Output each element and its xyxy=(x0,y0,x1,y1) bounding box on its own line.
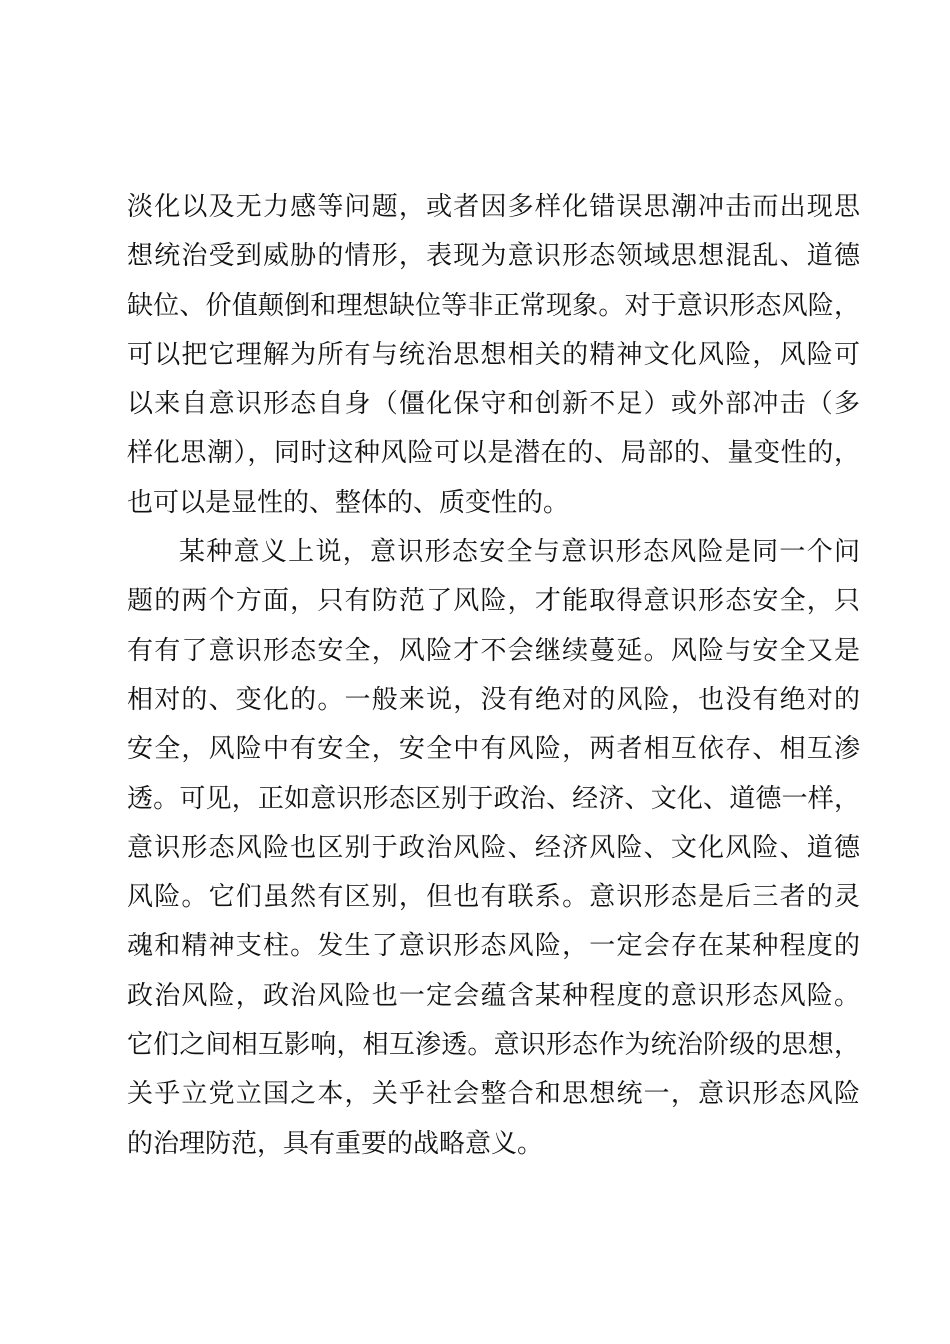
text-line: 淡化以及无力感等问题，或者因多样化错误思潮冲击而出现思 xyxy=(127,192,860,222)
text-line: 可以把它理解为所有与统治思想相关的精神文化风险，风险可 xyxy=(127,339,860,370)
text-line: 风险。它们虽然有区别，但也有联系。意识形态是后三者的灵 xyxy=(127,882,860,913)
text-line: 关乎立党立国之本，关乎社会整合和思想统一，意识形态风险 xyxy=(127,1079,860,1110)
text-line: 题的两个方面，只有防范了风险，才能取得意识形态安全，只 xyxy=(127,586,860,617)
text-line: 缺位、价值颠倒和理想缺位等非正常现象。对于意识形态风险， xyxy=(127,290,860,321)
paragraph-2 xyxy=(127,528,860,1169)
body-text xyxy=(127,183,860,1169)
text-line: 它们之间相互影响，相互渗透。意识形态作为统治阶级的思想， xyxy=(127,1030,860,1061)
text-line: 意识形态风险也区别于政治风险、经济风险、文化风险、道德 xyxy=(127,832,860,863)
text-line: 也可以是显性的、整体的、质变性的。 xyxy=(127,487,570,518)
text-line: 的治理防范，具有重要的战略意义。 xyxy=(127,1128,544,1159)
text-line: 想统治受到威胁的情形，表现为意识形态领域思想混乱、道德 xyxy=(127,241,860,272)
paragraph-1 xyxy=(127,183,860,528)
text-line: 魂和精神支柱。发生了意识形态风险，一定会存在某种程度的 xyxy=(127,931,860,962)
text-line: 以来自意识形态自身（僵化保守和创新不足）或外部冲击（多 xyxy=(127,389,860,420)
text-line: 政治风险，政治风险也一定会蕴含某种程度的意识形态风险。 xyxy=(127,980,860,1011)
text-line: 样化思潮），同时这种风险可以是潜在的、局部的、量变性的， xyxy=(127,438,860,469)
text-line: 安全，风险中有安全，安全中有风险，两者相互依存、相互渗 xyxy=(127,734,860,765)
text-line: 相对的、变化的。一般来说，没有绝对的风险，也没有绝对的 xyxy=(127,684,860,715)
text-line: 透。可见，正如意识形态区别于政治、经济、文化、道德一样， xyxy=(127,783,860,814)
text-line: 有有了意识形态安全，风险才不会继续蔓延。风险与安全又是 xyxy=(127,635,860,666)
text-line: 某种意义上说，意识形态安全与意识形态风险是同一个问 xyxy=(179,537,860,568)
